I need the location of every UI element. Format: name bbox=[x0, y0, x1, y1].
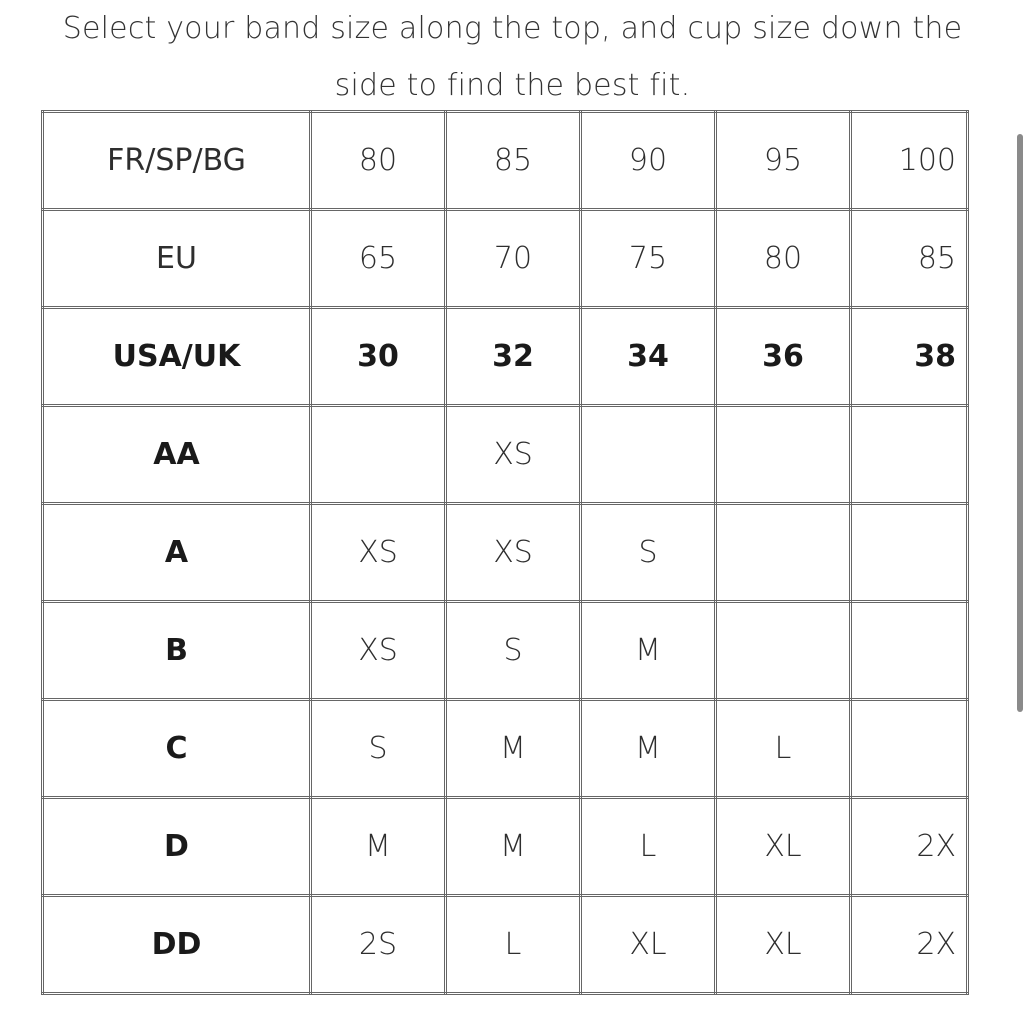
size-cell: L bbox=[446, 896, 581, 994]
size-row bbox=[43, 210, 968, 308]
size-cell bbox=[851, 602, 968, 700]
size-cell: 32 bbox=[446, 308, 581, 406]
row-label: C bbox=[43, 700, 311, 798]
size-cell: 34 bbox=[581, 308, 716, 406]
size-cell: 85 bbox=[851, 210, 968, 308]
size-cell: S bbox=[446, 602, 581, 700]
size-cell: 80 bbox=[311, 112, 446, 210]
size-cell: 65 bbox=[311, 210, 446, 308]
size-cell: 75 bbox=[581, 210, 716, 308]
size-cell: XS bbox=[446, 504, 581, 602]
size-row bbox=[43, 504, 968, 602]
row-label: FR/SP/BG bbox=[43, 112, 311, 210]
size-cell bbox=[581, 406, 716, 504]
size-cell: M bbox=[446, 798, 581, 896]
size-cell: 2S bbox=[311, 896, 446, 994]
size-cell: 95 bbox=[716, 112, 851, 210]
size-cell: 2X bbox=[851, 896, 968, 994]
vertical-scrollbar[interactable] bbox=[1015, 110, 1025, 1025]
size-cell: L bbox=[581, 798, 716, 896]
instructions-line-2: side to find the best fit. bbox=[334, 68, 691, 103]
size-chart-body bbox=[43, 112, 968, 994]
size-cell bbox=[716, 504, 851, 602]
size-row bbox=[43, 798, 968, 896]
size-cell: 70 bbox=[446, 210, 581, 308]
size-chart-table bbox=[41, 110, 969, 995]
size-cell: XL bbox=[716, 896, 851, 994]
size-cell: S bbox=[311, 700, 446, 798]
size-row bbox=[43, 308, 968, 406]
size-row bbox=[43, 406, 968, 504]
size-row bbox=[43, 700, 968, 798]
size-cell: M bbox=[581, 602, 716, 700]
size-cell: XS bbox=[311, 504, 446, 602]
size-cell: M bbox=[311, 798, 446, 896]
size-cell: 85 bbox=[446, 112, 581, 210]
row-label: A bbox=[43, 504, 311, 602]
size-cell: XS bbox=[311, 602, 446, 700]
size-cell: 80 bbox=[716, 210, 851, 308]
size-cell: XL bbox=[581, 896, 716, 994]
size-row bbox=[43, 112, 968, 210]
size-cell: M bbox=[581, 700, 716, 798]
size-cell bbox=[851, 700, 968, 798]
row-label: DD bbox=[43, 896, 311, 994]
size-cell: 100 bbox=[851, 112, 968, 210]
size-cell: 2X bbox=[851, 798, 968, 896]
size-cell: L bbox=[716, 700, 851, 798]
size-row bbox=[43, 602, 968, 700]
size-cell bbox=[851, 504, 968, 602]
row-label: EU bbox=[43, 210, 311, 308]
size-cell: XS bbox=[446, 406, 581, 504]
size-cell bbox=[851, 406, 968, 504]
size-row bbox=[43, 896, 968, 994]
size-cell: 36 bbox=[716, 308, 851, 406]
size-cell bbox=[716, 602, 851, 700]
size-cell: 30 bbox=[311, 308, 446, 406]
size-cell: M bbox=[446, 700, 581, 798]
size-cell bbox=[311, 406, 446, 504]
instructions-line-1: Select your band size along the top, and cup size down the bbox=[62, 11, 963, 46]
size-cell: 90 bbox=[581, 112, 716, 210]
size-cell bbox=[716, 406, 851, 504]
size-cell: XL bbox=[716, 798, 851, 896]
row-label: D bbox=[43, 798, 311, 896]
size-cell: 38 bbox=[851, 308, 968, 406]
row-label: AA bbox=[43, 406, 311, 504]
row-label: B bbox=[43, 602, 311, 700]
size-cell: S bbox=[581, 504, 716, 602]
instructions-text bbox=[0, 0, 1025, 114]
row-label: USA/UK bbox=[43, 308, 311, 406]
scrollbar-thumb[interactable] bbox=[1017, 134, 1023, 712]
